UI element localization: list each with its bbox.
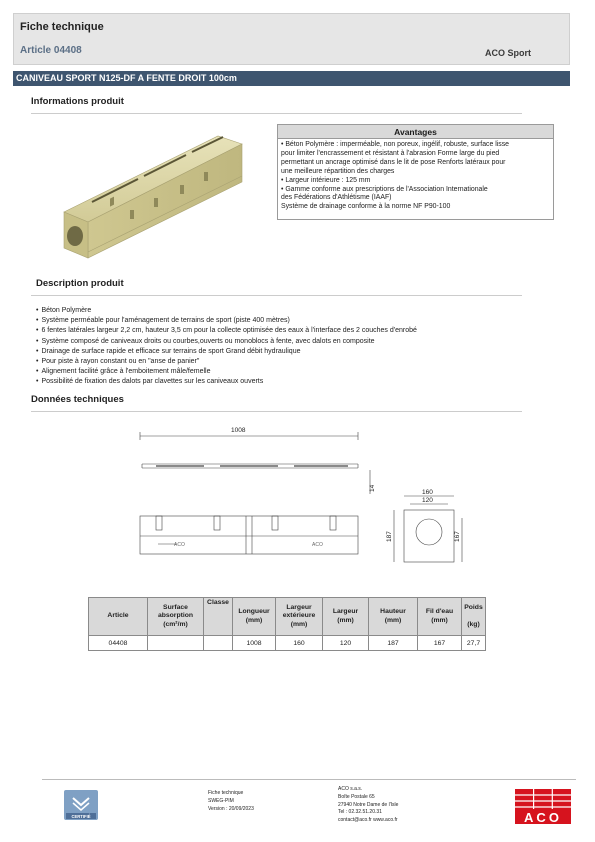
footer-line: SWEG-PIM (208, 797, 234, 804)
cell-hauteur: 187 (369, 636, 418, 651)
divider (31, 411, 522, 412)
certification-logo (64, 790, 98, 820)
advantages-line: • Gamme conforme aux prescriptions de l'Association Internationale (281, 185, 488, 193)
footer-line: ACO s.a.s. (338, 786, 363, 792)
list-item: • Pour piste à rayon constant ou en "anse de panier" (36, 357, 417, 367)
footer-company-info (338, 786, 398, 825)
advantages-line: pour limiter l'encrassement et résistant à l'abrasion Forme large du pied (281, 149, 500, 157)
header-article: Article (89, 598, 148, 636)
divider (31, 113, 522, 114)
dim-height: 187 (386, 531, 393, 542)
table-row (89, 636, 486, 651)
dim-outer-width: 160 (422, 489, 433, 496)
footer-line: Tel : 02.32.51.20.31 (338, 809, 382, 816)
advantages-line: des Fédérations d'Athlétisme (IAAF) (281, 194, 392, 202)
advantages-line: une meilleure répartition des charges (281, 167, 395, 175)
aco-logo-text: ACO (524, 810, 562, 824)
header-box (13, 13, 570, 65)
cell-largeur: 120 (323, 636, 369, 651)
product-image (58, 130, 248, 260)
footer-line: 27940 Notre Dame de l'Isle (338, 801, 399, 808)
list-item: • Alignement facilité grâce à l'emboitement mâle/femelle (36, 367, 417, 377)
description-list (36, 306, 417, 388)
dim-slot-height: 14 (369, 484, 376, 492)
cell-classe (204, 636, 233, 651)
header-largeur: Largeur (mm) (323, 598, 369, 636)
article-number: Article 04408 (20, 45, 82, 56)
list-item: • 6 fentes latérales largeur 2,2 cm, hauteur 3,5 cm pour la collecte optimisée des eaux à l'interface des 2 couches d'enrobé (36, 326, 417, 336)
cell-fil-eau: 167 (418, 636, 462, 651)
section-title-tech: Données techniques (31, 394, 124, 405)
footer-line: contact@aco.fr www.aco.fr (338, 817, 398, 824)
header-classe: Classe (204, 598, 233, 636)
list-item: • Béton Polymère (36, 306, 417, 316)
cell-longueur: 1008 (233, 636, 276, 651)
header-hauteur: Hauteur (mm) (369, 598, 418, 636)
advantages-line: • Largeur intérieure : 125 mm (281, 176, 371, 184)
section-title-info: Informations produit (31, 96, 124, 107)
header-longueur: Longueur (mm) (233, 598, 276, 636)
drawing-mark: ACO (312, 542, 323, 548)
advantages-text (278, 139, 553, 212)
list-item: • Drainage de surface rapide et efficace sur terrains de sport Grand débit hydraulique (36, 347, 417, 357)
header-fil-eau: Fil d'eau (mm) (418, 598, 462, 636)
list-item: • Système perméable pour l'aménagement de terrains de sport (piste 400 mètres) (36, 316, 417, 326)
product-title-bar: CANIVEAU SPORT N125-DF A FENTE DROIT 100cm (13, 71, 570, 86)
certification-label: CERTIFIÉ (71, 814, 91, 819)
drawing-mark: ACO (174, 542, 185, 548)
table-header-row (89, 598, 486, 636)
footer-divider (42, 779, 576, 780)
section-title-description: Description produit (36, 278, 124, 289)
advantages-title: Avantages (278, 125, 553, 139)
cell-largeur-ext: 160 (276, 636, 323, 651)
dim-inner-width: 120 (422, 497, 433, 504)
advantages-line: • Béton Polymère : imperméable, non poreux, ingélif, robuste, surface lisse (281, 141, 510, 148)
advantages-line: Système de drainage conforme à la norme NF P90-100 (281, 203, 451, 211)
header-surface: Surface absorption (cm²/m) (148, 598, 204, 636)
technical-drawing (136, 418, 466, 576)
aco-logo (515, 789, 571, 824)
cell-surface (148, 636, 204, 651)
advantages-box (277, 124, 554, 220)
header-largeur-ext: Largeur extérieure (mm) (276, 598, 323, 636)
document-title: Fiche technique (20, 21, 104, 33)
cell-article: 04408 (89, 636, 148, 651)
cell-poids: 27,7 (462, 636, 486, 651)
footer-line: Boîte Postale 65 (338, 793, 375, 800)
footer-line: Fiche technique (208, 790, 244, 796)
list-item: • Système composé de caniveaux droits ou courbes,ouverts ou monoblocs à fente, avec dalots en composite (36, 337, 417, 347)
advantages-line: permettant un ancrage optimisé dans le lit de pose Renforts latéraux pour (281, 158, 506, 166)
list-item: • Possibilité de fixation des dalots par clavettes sur les caniveaux ouverts (36, 377, 417, 387)
dim-length: 1008 (231, 427, 246, 434)
brand-name: ACO Sport (485, 48, 531, 58)
header-poids: Poids (kg) (462, 598, 486, 636)
footer-document-info (208, 790, 254, 813)
divider (31, 295, 522, 296)
footer-line: Version : 20/09/2023 (208, 805, 254, 812)
dim-water-line: 167 (454, 531, 461, 542)
specs-table (88, 597, 486, 651)
